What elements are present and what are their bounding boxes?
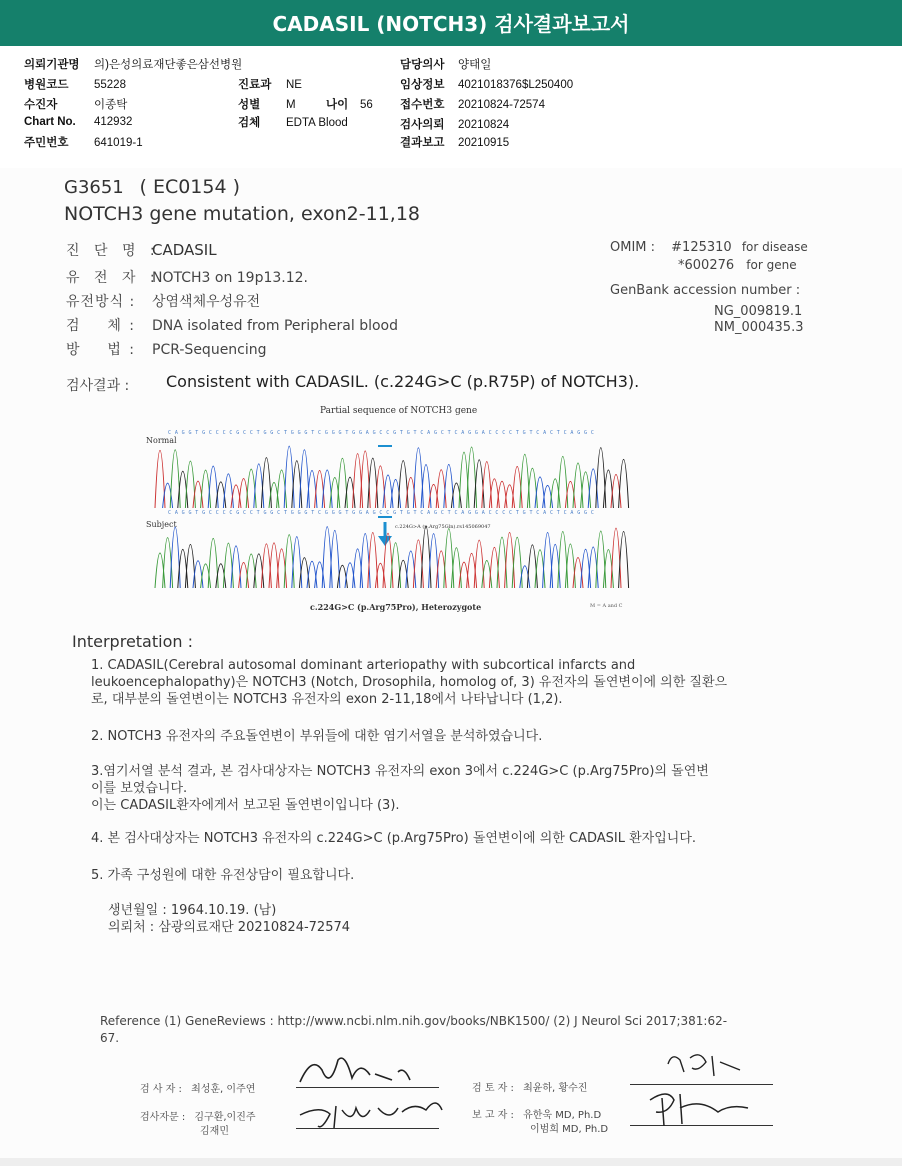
sequence-chromatogram (140, 400, 640, 615)
header-row-department: 진료과 NE (238, 79, 302, 91)
genbank-acc-1: NG_009819.1 (714, 304, 803, 319)
reporter-2: 이범희 MD, Ph.D (530, 1124, 609, 1135)
field-gene: 유 전 자 :NOTCH3 on 19p13.12. (66, 270, 309, 286)
field-diagnosis: 진 단 명 :CADASIL (66, 241, 217, 259)
normal-label: Normal (146, 436, 177, 445)
reviewer-signature-line (630, 1084, 773, 1085)
trace-peak (315, 470, 325, 508)
trace-peak (307, 470, 317, 508)
header-row-sex: 성별 M (238, 99, 296, 111)
header-row-hospital-code: 병원코드 55228 (24, 79, 126, 91)
reference-line-2: 67. (100, 1031, 120, 1045)
field-specimen: 검 체 : DNA isolated from Peripheral blood (66, 318, 399, 334)
reporter-signature-line (630, 1125, 773, 1126)
figure-caption: c.224G>C (p.Arg75Pro), Heterozygote (310, 602, 482, 612)
interpretation-item-3: 3.염기서열 분석 결과, 본 검사대상자는 NOTCH3 유전자의 exon 3에서 c.224G>C (p.Arg75Pro)의 돌연변 이를 보였습니다. 이는 CADASIL환자에게서 보고된 돌연변이입니다 (3). (91, 764, 709, 813)
test-name: NOTCH3 gene mutation, exon2-11,18 (64, 203, 420, 225)
reporter: 보 고 자 : 유한욱 MD, Ph.D (472, 1110, 602, 1121)
header-row-chart-no: Chart No. 412932 (24, 116, 133, 128)
variant-annotation: c.224G>A (p.Arg75Gln).rs145069047 (395, 524, 491, 530)
genbank-label: GenBank accession number : (610, 283, 801, 298)
figure-legend: M = A and C (590, 603, 623, 609)
header-row-resident-no: 주민번호 641019-1 (24, 137, 143, 149)
normal-sequence: C A G G T G C C C C G C C T G G C T G G G T C G G G T G G A G C C G T G T C A G C T C A G G A C C C C T G T C A C T C A G G C (168, 430, 595, 436)
header-row-report-date: 결과보고 20210915 (400, 137, 510, 149)
normal-trace (155, 446, 629, 508)
advisor: 검사자문 : 김구환,이진주 (140, 1112, 256, 1123)
header-row-patient: 수진자 이종탁 (24, 99, 128, 111)
header-row-accession-no: 접수번호 20210824-72574 (400, 99, 545, 111)
header-row-age: 나이 56 (326, 99, 373, 111)
advisor-2: 김재민 (200, 1126, 229, 1137)
test-code: G3651 ( EC0154 ) (64, 176, 241, 198)
interpretation-item-1: 1. CADASIL(Cerebral autosomal dominant arteriopathy with subcortical infarcts and leukoencephalopathy)은 NOTCH3 (Notch, Drosophila, homolog of, 3) 유전자의 돌연변이에 의한 질환으 로, 대부분의 돌연변이는 NOTCH3 유전자의 exon 2-11,18에서 나타납니다 (1,2). (91, 658, 728, 707)
field-inheritance: 유전방식 : 상염색체우성유전 (66, 294, 261, 310)
trace-peak (619, 532, 629, 588)
result-text: Consistent with CADASIL. (c.224G>C (p.R75P) of NOTCH3). (166, 372, 640, 391)
result-label: 검사결과 : (66, 378, 130, 394)
interpretation-item-5: 5. 가족 구성원에 대한 유전상담이 필요합니다. (91, 868, 355, 883)
header-row-institution: 의뢰기관명 의)은성의료재단좋은삼선병원 (24, 59, 243, 71)
header-row-clinical-info: 임상정보 4021018376$L250400 (400, 79, 574, 91)
header-row-specimen: 검체 EDTA Blood (238, 117, 348, 129)
field-method: 방 법 : PCR-Sequencing (66, 342, 267, 358)
interpretation-item-4: 4. 본 검사대상자는 NOTCH3 유전자의 c.224G>C (p.Arg75Pro) 돌연변이에 의한 CADASIL 환자입니다. (91, 831, 697, 846)
interpretation-item-2: 2. NOTCH3 유전자의 주요돌연변이 부위들에 대한 염기서열을 분석하였습니다. (91, 729, 543, 744)
genbank-acc-2: NM_000435.3 (714, 320, 804, 335)
date-of-birth: 생년월일 : 1964.10.19. (남) (108, 903, 277, 918)
header-row-physician: 담당의사 양태일 (400, 59, 492, 71)
figure-title: Partial sequence of NOTCH3 gene (320, 406, 478, 416)
subject-sequence: C A G G T G C C C C G C C T G G C T G G G T C G G G T G G A G C C G T G T C A G C T C A G G A C C C C T G T C A C T C A G G C (168, 510, 595, 516)
omim-disease: OMIM : #125310 for disease (610, 240, 808, 255)
omim-gene: *600276 for gene (678, 258, 797, 273)
chromatogram-traces (140, 400, 640, 600)
subject-trace (155, 526, 629, 588)
reference-line-1: Reference (1) GeneReviews : http://www.ncbi.nlm.nih.gov/books/NBK1500/ (2) J Neurol Sci 2017;381:62- (100, 1014, 728, 1028)
header-row-request-date: 검사의뢰 20210824 (400, 119, 510, 131)
interpretation-heading: Interpretation : (72, 632, 193, 651)
reviewer: 검 토 자 : 최윤하, 황수진 (472, 1083, 588, 1094)
report-title: CADASIL (NOTCH3) 검사결과보고서 (0, 0, 902, 46)
page-footer-strip (0, 1158, 902, 1166)
requester: 의뢰처 : 삼광의료재단 20210824-72574 (108, 920, 351, 935)
tester: 검 사 자 : 최성훈, 이주연 (140, 1084, 256, 1095)
subject-label: Subject (146, 520, 177, 529)
patient-header (0, 46, 902, 169)
advisor-signature-line (296, 1128, 439, 1129)
tester-signature-line (296, 1087, 439, 1088)
